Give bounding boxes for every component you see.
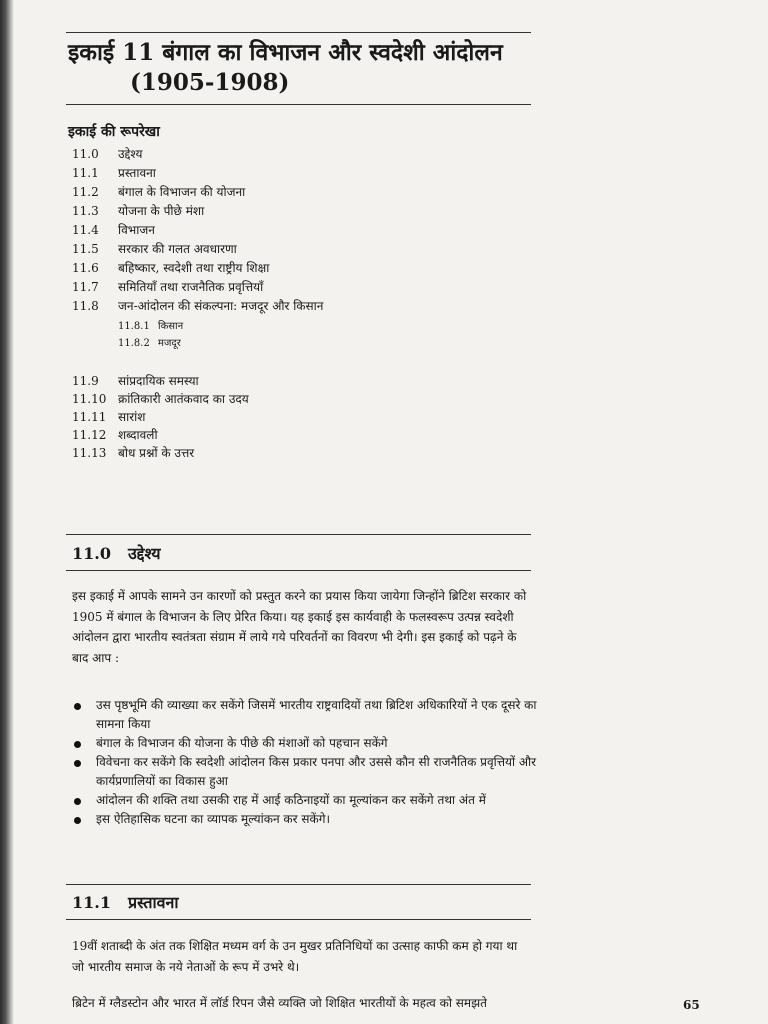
unit-title-line1: इकाई 11 बंगाल का विभाजन और स्वदेशी आंदोलन [68, 39, 503, 66]
section-11-0-bottom-rule [66, 570, 531, 571]
unit-title [68, 38, 503, 98]
bullet-dot-icon [74, 703, 81, 710]
title-top-rule [66, 32, 531, 33]
toc-item: 11.7 समितियाँ तथा राजनैतिक प्रवृत्तियाँ [72, 280, 264, 294]
objectives-list [72, 696, 542, 829]
toc-item: 11.4 विभाजन [72, 223, 155, 237]
toc-item: 11.1 प्रस्तावना [72, 166, 156, 180]
toc-item: 11.2 बंगाल के विभाजन की योजना [72, 185, 246, 199]
objective-bullet: विवेचना कर सकेंगे कि स्वदेशी आंदोलन किस प्रकार पनपा और उससे कौन सी राजनैतिक प्रवृत्तियों और कार्यप्रणालियों का विकास हुआ [72, 753, 542, 791]
section-11-1-bottom-rule [66, 919, 531, 920]
objective-bullet: आंदोलन की शक्ति तथा उसकी राह में आई कठिनाइयों का मूल्यांकन कर सकेंगे तथा अंत में [72, 791, 542, 810]
toc-item: 11.11 सारांश [72, 410, 146, 424]
toc-item: 11.12 शब्दावली [72, 428, 158, 442]
objective-bullet: उस पृष्ठभूमि की व्याख्या कर सकेंगे जिसमें भारतीय राष्ट्रवादियों तथा ब्रिटिश अधिकारियों ने एक दूसरे का सामना किया [72, 696, 542, 734]
objectives-paragraph: इस इकाई में आपके सामने उन कारणों को प्रस्तुत करने का प्रयास किया जायेगा जिन्होंने ब्रिटिश सरकार को 1905 में बंगाल के विभाजन के लिए प्रेरित किया। यह इकाई इस कार्यवाही के फलस्वरूप उत्पन्न स्वदेशी आंदोलन द्वारा भारतीय स्वतंत्रता संग्राम में लाये गये परिवर्तनों का विवरण भी देगी। इस इकाई को पढ़ने के बाद आप : [72, 589, 527, 665]
toc-item: 11.0 उद्देश्य [72, 147, 143, 161]
bullet-dot-icon [74, 817, 81, 824]
scan-edge-shadow [0, 0, 14, 1024]
objective-bullet: इस ऐतिहासिक घटना का व्यापक मूल्यांकन कर सकेंगे। [72, 810, 542, 829]
toc-item: 11.13 बोध प्रश्नों के उत्तर [72, 446, 195, 460]
toc-item: 11.5 सरकार की गलत अवधारणा [72, 242, 237, 256]
intro-paragraph-2: ब्रिटेन में ग्लैडस्टोन और भारत में लॉर्ड रिपन जैसे व्यक्ति जो शिक्षित भारतीयों के महत्व को समझते [72, 996, 487, 1010]
toc-item: 11.8 जन-आंदोलन की संकल्पना: मजदूर और किसान [72, 299, 324, 313]
toc-item: 11.9 सांप्रदायिक समस्या [72, 374, 199, 388]
toc-subitem: 11.8.2 मजदूर [118, 338, 181, 349]
bullet-dot-icon [74, 741, 81, 748]
outline-heading: इकाई की रूपरेखा [68, 124, 160, 140]
unit-title-line2: (1905-1908) [130, 69, 290, 96]
toc-subitem: 11.8.1 किसान [118, 321, 184, 332]
section-11-1-top-rule [66, 884, 531, 885]
objective-bullet: बंगाल के विभाजन की योजना के पीछे की मंशाओं को पहचान सकेंगे [72, 734, 542, 753]
title-bottom-rule [66, 104, 531, 105]
intro-paragraph-1: 19वीं शताब्दी के अंत तक शिक्षित मध्यम वर्ग के उन मुखर प्रतिनिधियों का उत्साह काफी कम हो गया था जो भारतीय समाज के नये नेताओं के रूप में उभरे थे। [72, 939, 518, 974]
section-objectives-heading: 11.0 उद्देश्य [72, 544, 161, 563]
page-number: 65 [683, 998, 700, 1012]
toc-item: 11.10 क्रांतिकारी आतंकवाद का उदय [72, 392, 249, 406]
toc-item: 11.3 योजना के पीछे मंशा [72, 204, 205, 218]
bullet-dot-icon [74, 798, 81, 805]
section-11-0-top-rule [66, 534, 531, 535]
section-intro-heading: 11.1 प्रस्तावना [72, 893, 179, 912]
bullet-dot-icon [74, 760, 81, 767]
toc-item: 11.6 बहिष्कार, स्वदेशी तथा राष्ट्रीय शिक्षा [72, 261, 270, 275]
